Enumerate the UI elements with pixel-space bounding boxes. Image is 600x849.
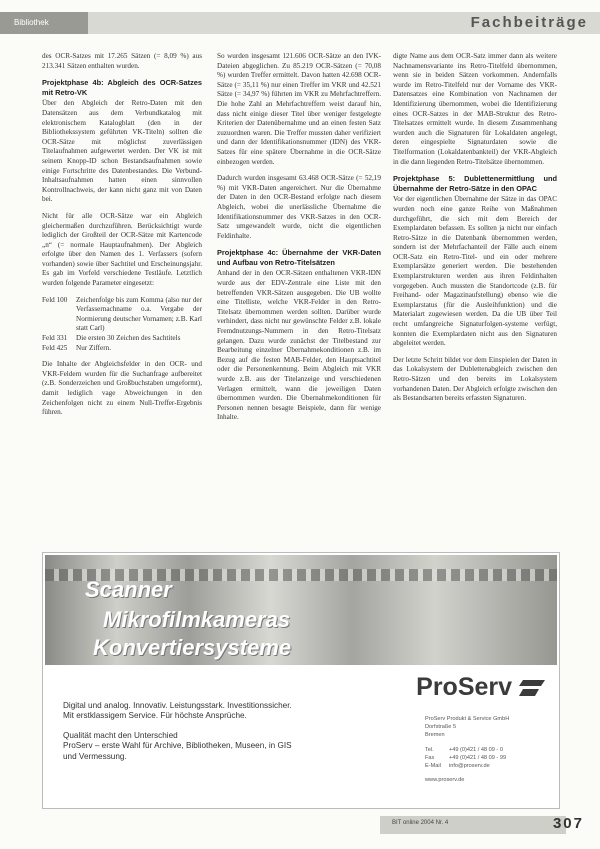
contact-city: Bremen — [425, 732, 445, 739]
subheading: Projektphase 5: Dublettenermittlung und Übernahme der Retro-Sätze in den OPAC — [393, 174, 557, 193]
ad-claim — [63, 701, 292, 722]
paragraph: Über den Abgleich der Retro-Daten mit den Datensätzen aus dem Verbundkatalog mit elektronischem Katalogblatt (den in der Bibliothekssystem geführten VK-Titeln) sollten die OCR-Sätze mit möglichst zuverlässigen Titelaufnahmen aufgewertet werden. Der VK ist mit seinem Knopp-ID schon Bestandsaufnahmen sowie einige Fortschritte des Datenbestandes. Die Verbund-Inhaltsaufnahmen hatten einen sinnvollen Kontrollnachweis, der kann nicht ganz mit von Daten bei. — [42, 99, 202, 204]
logo-mark-icon — [519, 678, 545, 698]
paragraph: digte Name aus dem OCR-Satz immer dann als weitere Nachnamensvariante ins Retro-Titelfeld übernommen, wenn sie in beiden Sätzen vorkommen. Andernfalls wurde im Retro-Titelfeld nur der Vorname des VKR-Datensatzes eine Kombination von Nachnamen der Identifizierung übernommen, wobei die Identifizierung eines OCR-Satzes in der MAB-Struktur des Retro-Titelsatzes ermittelt wurde. In diesem Zusammenhang wurden auch die Signaturen für Lokaldaten angelegt, deren eingespielte Signaturdaten sowie die Titelformation (Lokaldatenbankteil) der VKR-Abgleich in die dann liegenden Retro-Titelsätze übernommen. — [393, 52, 557, 166]
ad-headline: Konvertiersysteme — [93, 635, 292, 660]
contact-label: Tel. — [425, 746, 434, 753]
ad-headline: Mikrofilmkameras — [103, 607, 291, 632]
contact-fax-row — [425, 754, 549, 762]
ad-claim-line: Mit erstklassigem Service. Für höchste Ansprüche. — [63, 711, 247, 721]
parameter-row — [42, 296, 202, 334]
ad-claim-line: und Vermessung. — [63, 751, 127, 761]
ad-body — [63, 701, 292, 771]
parameter-key: Feld 100 — [42, 295, 68, 304]
contact-web-link[interactable]: www.proserv.de — [425, 777, 465, 784]
subheading: Projektphase 4b: Abgleich des OCR-Satzes mit Retro-VK — [42, 78, 202, 97]
ad-claim-line: ProServ – erste Wahl für Archive, Bibliotheken, Museen, in GIS — [63, 741, 292, 751]
ad-banner-image — [45, 555, 557, 665]
page-footer — [0, 816, 600, 836]
text-column-1 — [42, 52, 202, 425]
parameter-value: Die ersten 30 Zeichen des Sachtitels — [76, 334, 181, 343]
text-column-3 — [393, 52, 557, 411]
page-header — [0, 0, 600, 46]
contact-phone-row — [425, 746, 549, 754]
ad-claim-line: Qualität macht den Unterschied — [63, 730, 178, 740]
contact-company: ProServ Produkt & Service GmbH — [425, 716, 510, 722]
contact-email[interactable]: info@proserv.de — [449, 763, 490, 770]
page-number: 307 — [552, 815, 584, 832]
paragraph: Die Inhalte der Abgleichsfelder in den OCR- und VKR-Feldern wurden für die Suchanfrage aufbereitet (z.B. Sonderzeichen und Großbuchstaben umgeformt), damit lediglich vage Abweichungen in den Zeichenfolgen nicht zu einem Null-Treffer-Ergebnis führen. — [42, 360, 202, 417]
parameter-row — [42, 344, 202, 354]
section-title: Fachbeiträge — [470, 14, 588, 31]
contact-email-row[interactable] — [425, 762, 549, 770]
ad-headline: Scanner — [85, 577, 172, 602]
contact-fax: +49 (0)421 / 48 09 - 99 — [449, 754, 507, 761]
subheading: Projektphase 4c: Übernahme der VKR-Daten und Aufbau von Retro-Titelsätzen — [217, 248, 381, 267]
issue-label: BIT online 2004 Nr. 4 — [392, 820, 449, 826]
paragraph: Nicht für alle OCR-Sätze war ein Abgleich gleichermaßen durchzuführen. Berücksichtigt wurde lediglich der Großteil der OCR-Sätze mit Kartencode „n“ (= normale Hauptaufnahmen). Der Abgleich erfolgte über den Namen des 1. Verfassers (sofern vorhanden) sowie über Sachtitel und Erscheinungsjahr. Es gab im Vorfeld verschiedene Testläufe. Letztlich wurden folgende Parameter eingesetzt: — [42, 211, 202, 288]
parameter-row — [42, 334, 202, 344]
section-tab: Bibliothek — [0, 12, 88, 34]
contact-phone: +49 (0)421 / 48 09 - 0 — [449, 746, 503, 753]
ad-claim-line: Digital und analog. Innovativ. Leistungsstark. Investitionssicher. — [63, 701, 292, 710]
ad-claim — [63, 731, 292, 762]
parameter-value: Nur Ziffern. — [76, 343, 111, 352]
paragraph: Der letzte Schritt bildet vor dem Einspielen der Daten in das Lokalsystem der Dublettenabgleich zwischen den Retro-Sätzen und den bereits im Lokalsystem vorhandenen Daten. Der Abgleich erfolgte zwischen den als Bestandsarten bereits erfassten Signaturen. — [393, 355, 557, 403]
paragraph: So wurden insgesamt 121.606 OCR-Sätze an den IVK-Dateien abgeglichen. Zu 85.219 OCR-Sätzen (= 70,08 %) wurden Treffer ermittelt. Davon hatten 42.698 OCR-Sätze (= 35,11 %) nur einen Treffer im VKR und 42.521 Sätze (= 34,97 %) führten im VKR zu Mehrfachtreffern. Die hohe Zahl an Mehrfachtreffern weist darauf hin, dass nicht einige dieser Titel über weniger festgelegte Kriterien der Datenübernahme und an einen festen Satz zuzuordnen waren. Die Treffer mussten daher verifiziert und dann der Identifikationsnummer (IDN) des VKR-Satzes für eine spätere Übernahme in die OCR-Sätze einbezogen werden. — [217, 52, 381, 166]
proserv-logo[interactable] — [416, 673, 545, 702]
contact-label: Fax — [425, 754, 435, 761]
parameter-key: Feld 425 — [42, 343, 68, 352]
logo-text: ProServ — [416, 673, 513, 701]
text-column-2 — [217, 52, 381, 430]
parameter-key: Feld 331 — [42, 334, 68, 343]
paragraph: Anhand der in den OCR-Sätzen enthaltenen VKR-IDN wurde aus der EDV-Zentrale eine Liste mit den betreffenden VKR-Sätzen ausgegeben. Die UB wollte eine Titelliste, welche VKR-Felder in den Retro-Titelsatz übernommen werden sollten. Darüber wurde verhindert, dass nicht nur gewünschte Felder z.B. lokale Fremdnutzungs-Nummern in den Retro-Titelsatz gelangen. Dazu wurde zunächst der Titelbestand zur Bearbeitung einzelner Übernahmekonditionen z.B. im Bezug auf die festen MAB-Felder, den Hauptsachtitel oder die Personenkennung. Beim Abgleich mit VKR wurde z.B. aus der Titelanzeige und verschiedenen Verlagen ermittelt, wann die jeweiligen Daten übernommen wurden. Die Übernahmekonditionen für Personen nennen besagte Beispiele, dann für wenige Inhalte. — [217, 269, 381, 422]
paragraph: des OCR-Satzes mit 17.265 Sätzen (= 8,09 %) aus 213.341 Sätzen enthalten wurden. — [42, 52, 202, 70]
paragraph: Dadurch wurden insgesamt 63.468 OCR-Sätze (= 52,19 %) mit VKR-Daten angereichert. Nur die Übernahme der Daten in den OCR-Bestand erfolgte nach diesem Abgleich, wobei die unerlässliche Übernahme die Identifikationsnummer des VKR-Satzes in den OCR-Satz umgewandelt wurde, nicht die eigentlichen Feldinhalte. — [217, 174, 381, 240]
contact-street: Dorfstraße 5 — [425, 724, 457, 731]
parameter-value: Zeichenfolge bis zum Komma (also nur der Verfassernachname o.a. Vergabe der Normierung deutscher Vornamen; z.B. Karl statt Carl) — [76, 295, 202, 333]
advertisement[interactable] — [42, 552, 560, 809]
ad-contact-block — [425, 715, 549, 784]
contact-label: E-Mail — [425, 763, 441, 770]
paragraph: Vor der eigentlichen Übernahme der Sätze in das OPAC wurden noch eine ganze Reihe von Maßnahmen durchgeführt, die sich mit dem Bereich der Exemplardaten befassen. Es sollten ja nicht nur einfach Retro-Sätze in die Datenbank übernommen werden, sondern ist der Mehrfachanteil der Fälle auch einem OCR-Satz ein Retro-Titel- und ein oder mehrere Exemplarsätze generiert werden. Die bestehenden Exemplarstrukturen werden aus ihren Feldinhalten vorgegeben. Auch mussten die Standortcode (z.B. für Freihand- oder Magazinaufstellung) ebenso wie die Exemplarstatus (für die Ausleihfunktion) und die Materialart zugewiesen werden. Da die UB über Teil recht umfangreiche Signaturfolgen-systeme verfügt, konnten die Exemplardaten nicht aus den Signaturen abgeleitet werden. — [393, 195, 557, 348]
